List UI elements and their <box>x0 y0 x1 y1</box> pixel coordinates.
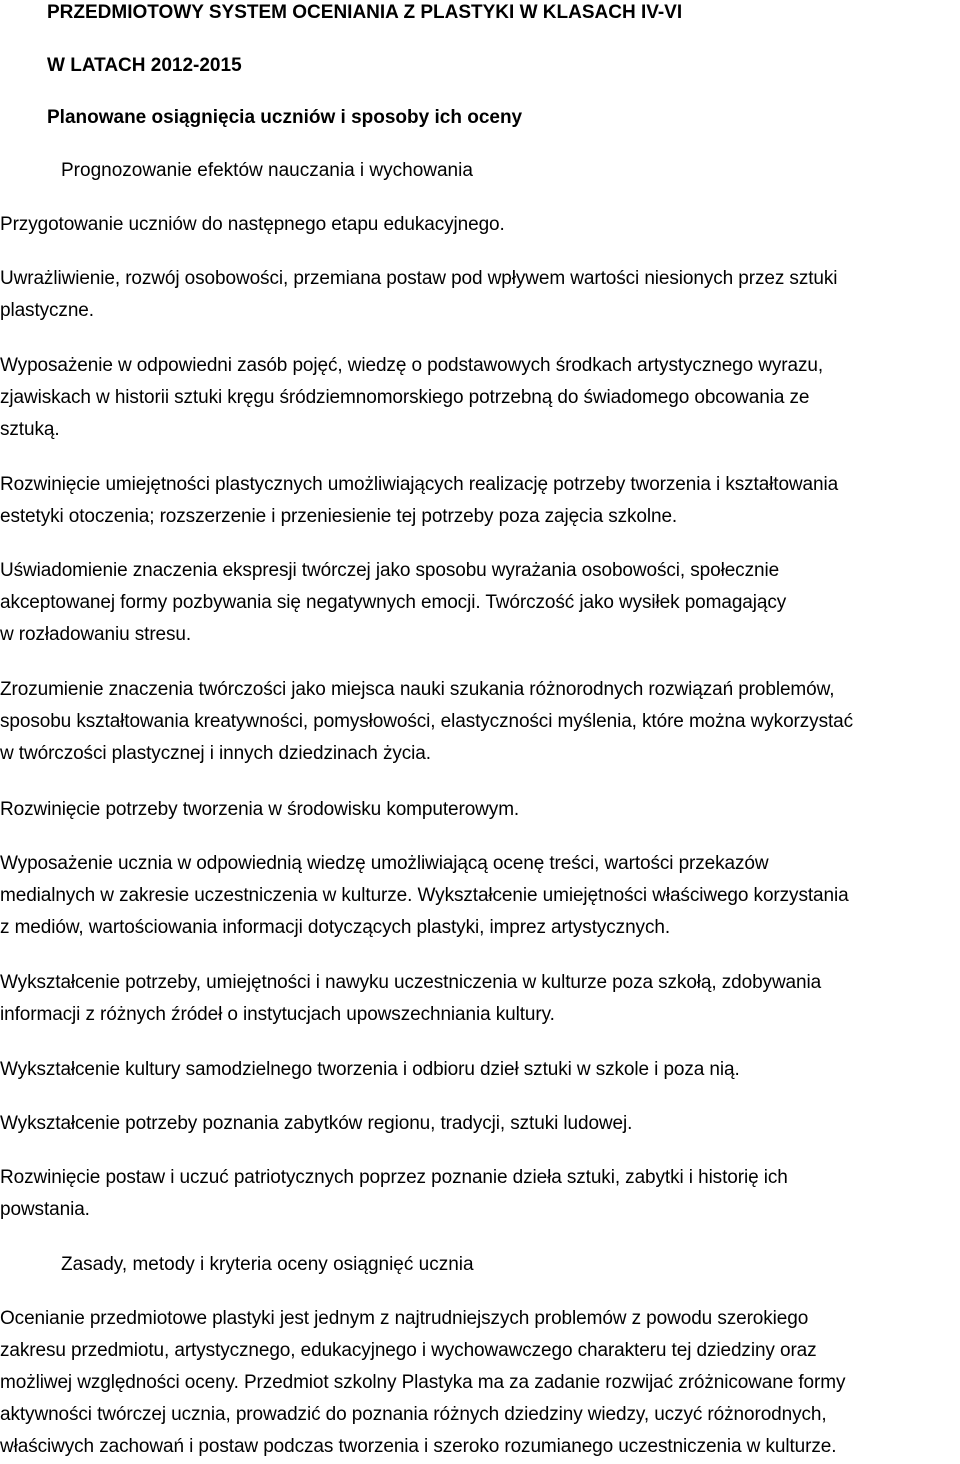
paragraph-line: właściwych zachowań i postaw podczas tworzenia i szeroko rozumianego uczestniczenia w kulturze. <box>0 1436 837 1457</box>
paragraph-7 <box>0 794 958 826</box>
paragraph-line: Zrozumienie znaczenia twórczości jako miejsca nauki szukania różnorodnych rozwiązań problemów, <box>0 679 835 700</box>
paragraph-1 <box>0 209 958 241</box>
paragraph-3 <box>0 350 958 446</box>
paragraph-11 <box>0 1108 958 1140</box>
paragraph-line: sposobu kształtowania kreatywności, pomysłowości, elastyczności myślenia, które można wykorzystać <box>0 711 854 732</box>
paragraph-line: Wykształcenie kultury samodzielnego tworzenia i odbioru dzieł sztuki w szkole i poza nią. <box>0 1059 740 1080</box>
paragraph-line: Wyposażenie ucznia w odpowiednią wiedzę umożliwiającą ocenę treści, wartości przekazów <box>0 853 769 874</box>
paragraph-4 <box>0 469 958 533</box>
document-title-line-2: W LATACH 2012-2015 <box>47 55 242 76</box>
paragraph-line: możliwej względności oceny. Przedmiot szkolny Plastyka ma za zadanie rozwijać zróżnicowane formy <box>0 1372 846 1393</box>
paragraph-line: zjawiskach w historii sztuki kręgu śródziemnomorskiego potrzebną do świadomego obcowania ze <box>0 387 810 408</box>
paragraph-line: Uświadomienie znaczenia ekspresji twórczej jako sposobu wyrażania osobowości, społecznie <box>0 560 780 581</box>
paragraph-line: Wykształcenie potrzeby poznania zabytków regionu, tradycji, sztuki ludowej. <box>0 1113 633 1134</box>
paragraph-line: Rozwinięcie potrzeby tworzenia w środowisku komputerowym. <box>0 799 520 820</box>
paragraph-line: informacji z różnych źródeł o instytucjach upowszechniania kultury. <box>0 1004 555 1025</box>
paragraph-line: Wykształcenie potrzeby, umiejętności i nawyku uczestniczenia w kulturze poza szkołą, zdobywania <box>0 972 822 993</box>
paragraph-line: plastyczne. <box>0 300 94 321</box>
paragraph-line: Rozwinięcie postaw i uczuć patriotycznych poprzez poznanie dzieła sztuki, zabytki i historię ich <box>0 1167 788 1188</box>
paragraph-5 <box>0 555 958 651</box>
paragraph-line: estetyki otoczenia; rozszerzenie i przeniesienie tej potrzeby poza zajęcia szkolne. <box>0 506 678 527</box>
paragraph-line: akceptowanej formy pozbywania się negatywnych emocji. Twórczość jako wysiłek pomagający <box>0 592 787 613</box>
paragraph-line: zakresu przedmiotu, artystycznego, edukacyjnego i wychowawczego charakteru tej dziedziny oraz <box>0 1340 817 1361</box>
paragraph-2 <box>0 263 958 327</box>
paragraph-line: w twórczości plastycznej i innych dziedzinach życia. <box>0 743 431 764</box>
paragraph-line: Przygotowanie uczniów do następnego etapu edukacyjnego. <box>0 214 505 235</box>
paragraph-line: aktywności twórczej ucznia, prowadzić do poznania różnych dziedziny wiedzy, uczyć różnorodnych, <box>0 1404 827 1425</box>
paragraph-line: Uwrażliwienie, rozwój osobowości, przemiana postaw pod wpływem wartości niesionych przez sztuki <box>0 268 838 289</box>
paragraph-final <box>0 1303 958 1463</box>
paragraph-12 <box>0 1162 958 1226</box>
subheading-prognozowanie: Prognozowanie efektów nauczania i wychowania <box>61 160 473 181</box>
paragraph-line: Rozwinięcie umiejętności plastycznych umożliwiających realizację potrzeby tworzenia i kształtowania <box>0 474 839 495</box>
paragraph-line: w rozładowaniu stresu. <box>0 624 192 645</box>
paragraph-9 <box>0 967 958 1031</box>
paragraph-line: Wyposażenie w odpowiedni zasób pojęć, wiedzę o podstawowych środkach artystycznego wyrazu, <box>0 355 824 376</box>
document-title-line-1: PRZEDMIOTOWY SYSTEM OCENIANIA Z PLASTYKI W KLASACH IV-VI <box>47 2 683 23</box>
paragraph-line: z mediów, wartościowania informacji dotyczących plastyki, imprez artystycznych. <box>0 917 670 938</box>
paragraph-line: medialnych w zakresie uczestniczenia w kulturze. Wykształcenie umiejętności właściwego korzystania <box>0 885 849 906</box>
paragraph-line: sztuką. <box>0 419 60 440</box>
subheading-zasady: Zasady, metody i kryteria oceny osiągnięć ucznia <box>61 1254 474 1275</box>
paragraph-8 <box>0 848 958 944</box>
paragraph-line: powstania. <box>0 1199 90 1220</box>
paragraph-6 <box>0 674 958 770</box>
paragraph-line: Ocenianie przedmiotowe plastyki jest jednym z najtrudniejszych problemów z powodu szerokiego <box>0 1308 809 1329</box>
paragraph-10 <box>0 1054 958 1086</box>
section-heading: Planowane osiągnięcia uczniów i sposoby ich oceny <box>47 107 523 128</box>
